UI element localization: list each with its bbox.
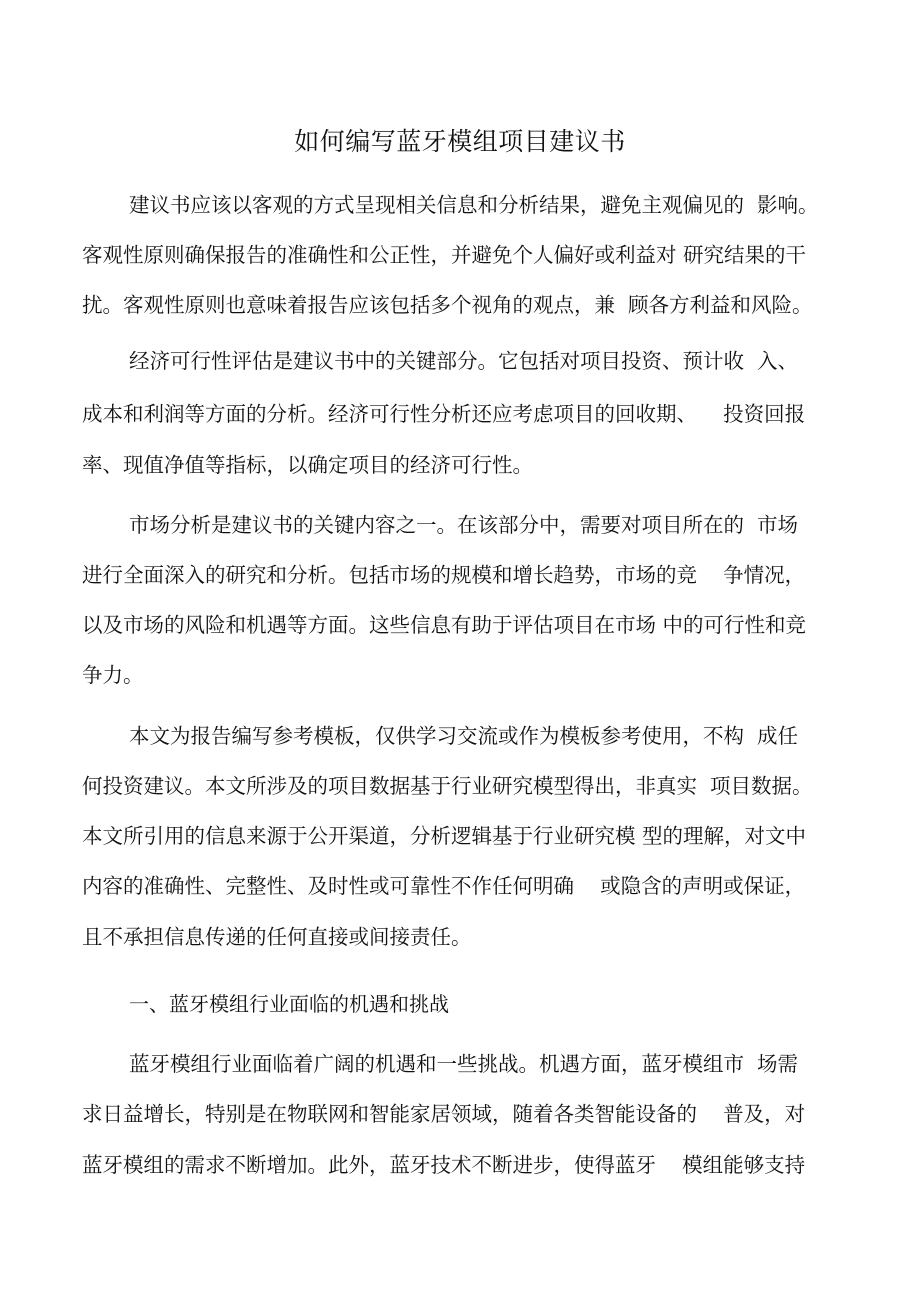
paragraph-1-line-1: 建议书应该以客观的方式呈现相关信息和分析结果，避免主观偏见的 影响。 bbox=[129, 193, 819, 217]
paragraph-3-line-1: 市场分析是建议书的关键内容之一。在该部分中，需要对项目所在的 市场 bbox=[129, 513, 799, 537]
document-title: 如何编写蓝牙模组项目建议书 bbox=[294, 127, 626, 156]
paragraph-4-line-3: 本文所引用的信息来源于公开渠道，分析逻辑基于行业研究模 型的理解，对文中 bbox=[82, 824, 807, 848]
section-paragraph-line-1: 蓝牙模组行业面临着广阔的机遇和一些挑战。机遇方面，蓝牙模组市 场需 bbox=[129, 1052, 799, 1076]
paragraph-1-line-3: 扰。客观性原则也意味着报告应该包括多个视角的观点，兼 顾各方利益和风险。 bbox=[82, 293, 813, 317]
paragraph-4-line-2: 何投资建议。本文所涉及的项目数据基于行业研究模型得出，非真实 项目数据。 bbox=[82, 774, 813, 798]
paragraph-2-line-1: 经济可行性评估是建议书中的关键部分。它包括对项目投资、预计收 入、 bbox=[129, 349, 799, 373]
paragraph-2-line-3: 率、现值净值等指标，以确定项目的经济可行性。 bbox=[82, 453, 533, 477]
section-paragraph-line-3: 蓝牙模组的需求不断增加。此外，蓝牙技术不断进步，使得蓝牙 模组能够支持 bbox=[82, 1153, 806, 1177]
paragraph-2-line-2: 成本和利润等方面的分析。经济可行性分析还应考虑项目的回收期、 投资回报 bbox=[82, 402, 806, 426]
paragraph-4-line-1: 本文为报告编写参考模板，仅供学习交流或作为模板参考使用，不构 成任 bbox=[129, 724, 799, 748]
paragraph-1-line-2: 客观性原则确保报告的准确性和公正性，并避免个人偏好或利益对 研究结果的干 bbox=[82, 243, 807, 267]
paragraph-3-line-2: 进行全面深入的研究和分析。包括市场的规模和增长趋势，市场的竞 争情况， bbox=[82, 563, 806, 587]
section-paragraph-line-2: 求日益增长，特别是在物联网和智能家居领域，随着各类智能设备的 普及，对 bbox=[82, 1102, 806, 1126]
paragraph-4-line-5: 且不承担信息传递的任何直接或间接责任。 bbox=[82, 925, 472, 949]
paragraph-3-line-4: 争力。 bbox=[82, 663, 144, 687]
paragraph-3-line-3: 以及市场的风险和机遇等方面。这些信息有助于评估项目在市场 中的可行性和竞 bbox=[82, 613, 807, 637]
paragraph-4-line-4: 内容的准确性、完整性、及时性或可靠性不作任何明确 或隐含的声明或保证， bbox=[82, 874, 806, 898]
section-heading: 一、蓝牙模组行业面临的机遇和挑战 bbox=[129, 992, 449, 1016]
